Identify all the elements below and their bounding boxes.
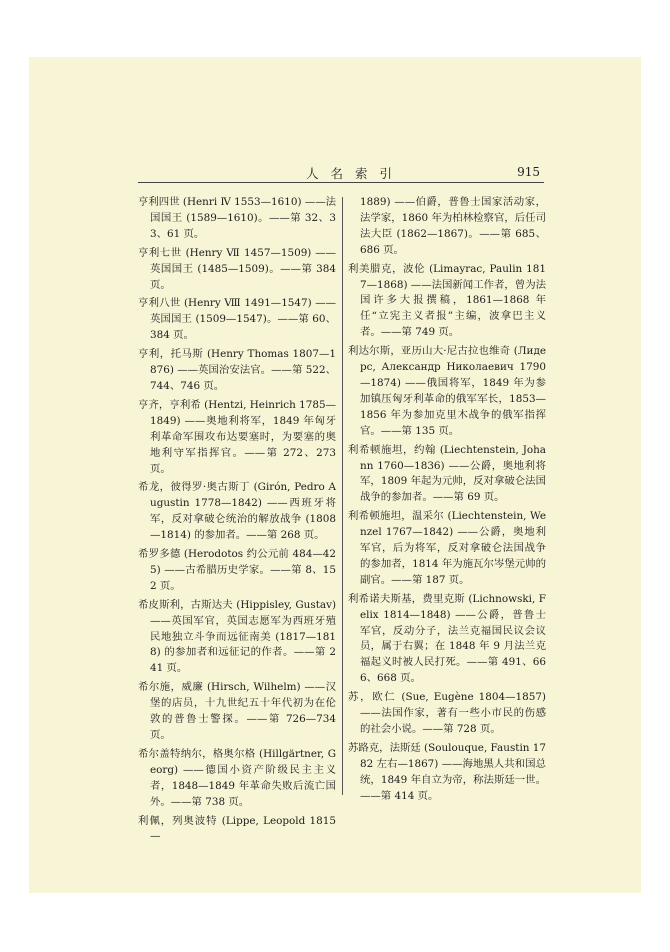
index-entry: 1889) ——伯爵，普鲁士国家活动家，法学家，1860 年为柏林检察官，后任司法大臣 (1862—1867)。——第 685、686 页。 — [360, 196, 546, 256]
index-entry: 希尔盖特纳尔，格奥尔格 (Hillgärtner, Georg) ——德国小资产阶级民主主义者，1848—1849 年革命失败后流亡国外。——第 738 页。 — [138, 747, 336, 808]
page-title: 人名索引 — [306, 166, 405, 181]
index-entry: 希龙，彼得罗·奥古斯丁 (Girón, Pedro Augustin 1778—1842) ——西班牙将军，反对拿破仑统治的解放战争 (1808—1814) 的参加者。——第 268 页。 — [138, 481, 336, 542]
header-rule — [138, 182, 544, 183]
index-entry: 苏，欧仁 (Sue, Eugène 1804—1857) ——法国作家，著有一些小市民的伤感的社会小说。——第 728 页。 — [348, 691, 546, 735]
running-header — [138, 164, 544, 184]
index-entry: 亨利八世 (Henry Ⅷ 1491—1547) ——英国国王 (1509—1547)。——第 60、384 页。 — [138, 297, 336, 342]
column-divider — [342, 197, 343, 795]
index-entry: 希皮斯利，古斯达夫 (Hippisley, Gustav) ——英国军官，英国志愿军为西班牙殖民地独立斗争而远征南美 (1817—1818) 的参加者和远征记的作者。——第 241 页。 — [138, 598, 336, 675]
index-entry: 利佩，列奥波特 (Lippe, Leopold 1815— — [138, 814, 336, 843]
index-entry: 利达尔斯，亚历山大·尼古拉也维奇 (Лидерс, Александр Николаевич 1790—1874) ——俄国将军，1849 年为参加镇压匈牙利革命的俄军军长，1853—1856 年为参加克里木战争的俄军指挥官。——第 135 页。 — [348, 345, 546, 437]
index-entry: 亨利七世 (Henry Ⅶ 1457—1509) ——英国国王 (1485—1509)。——第 384 页。 — [138, 246, 336, 291]
index-entry: 希尔施，威廉 (Hirsch, Wilhelm) ——汉堡的店员，十九世纪五十年代初为在伦敦的普鲁士警探。——第 726—734 页。 — [138, 681, 336, 741]
index-entry: 亨齐，亨利希 (Hentzi, Heinrich 1785—1849) ——奥地利将军，1849 年匈牙利革命军围攻布达要塞时，为要塞的奥地利守军指挥官。——第 272、273 页。 — [138, 398, 336, 475]
index-entry: 利希顿施坦，约翰 (Liechtenstein, Johann 1760—1836) ——公爵，奥地利将军，1809 年起为元帅，反对拿破仑法国战争的参加者。——第 69 页。 — [348, 443, 546, 504]
index-entry: 希罗多德 (Herodotos 约公元前 484—425) ——古希腊历史学家。——第 8、152 页。 — [138, 548, 336, 592]
index-entry: 利希诺夫斯基，费里克斯 (Lichnowski, Felix 1814—1848) ——公爵，普鲁士军官，反动分子，法兰克福国民议会议员，属于右翼；在 1848 年 9 月法兰克福起义时被人民打死。——第 491、666、668 页。 — [348, 592, 546, 685]
index-entry: 亨利四世 (Henri Ⅳ 1553—1610) ——法国国王 (1589—1610)。——第 32、33、61 页。 — [138, 196, 336, 240]
index-entry: 利希顿施坦，温采尔 (Liechtenstein, Wenzel 1767—1842) ——公爵，奥地利军官，后为将军，反对拿破仑法国战争的参加者，1814 年为施瓦尔岑堡元帅的副官。——第 187 页。 — [348, 510, 546, 586]
index-entry: 利美腊克，波伦 (Limayrac, Paulin 1817—1868) ——法国新闻工作者，曾为法国许多大报撰稿，1861—1868 年任“立宪主义者报”主编，波拿巴主义者。——第 749 页。 — [348, 262, 546, 339]
index-entry: 亨利，托马斯 (Henry Thomas 1807—1876) ——英国治安法官。——第 522、744、746 页。 — [138, 348, 336, 392]
index-entry: 苏路克，法斯廷 (Soulouque, Faustin 1782 左右—1867) ——海地黑人共和国总统，1849 年自立为帝，称法斯廷一世。——第 414 页。 — [348, 741, 546, 802]
left-column — [138, 195, 336, 848]
right-column — [348, 195, 546, 808]
page-number: 915 — [517, 165, 540, 179]
